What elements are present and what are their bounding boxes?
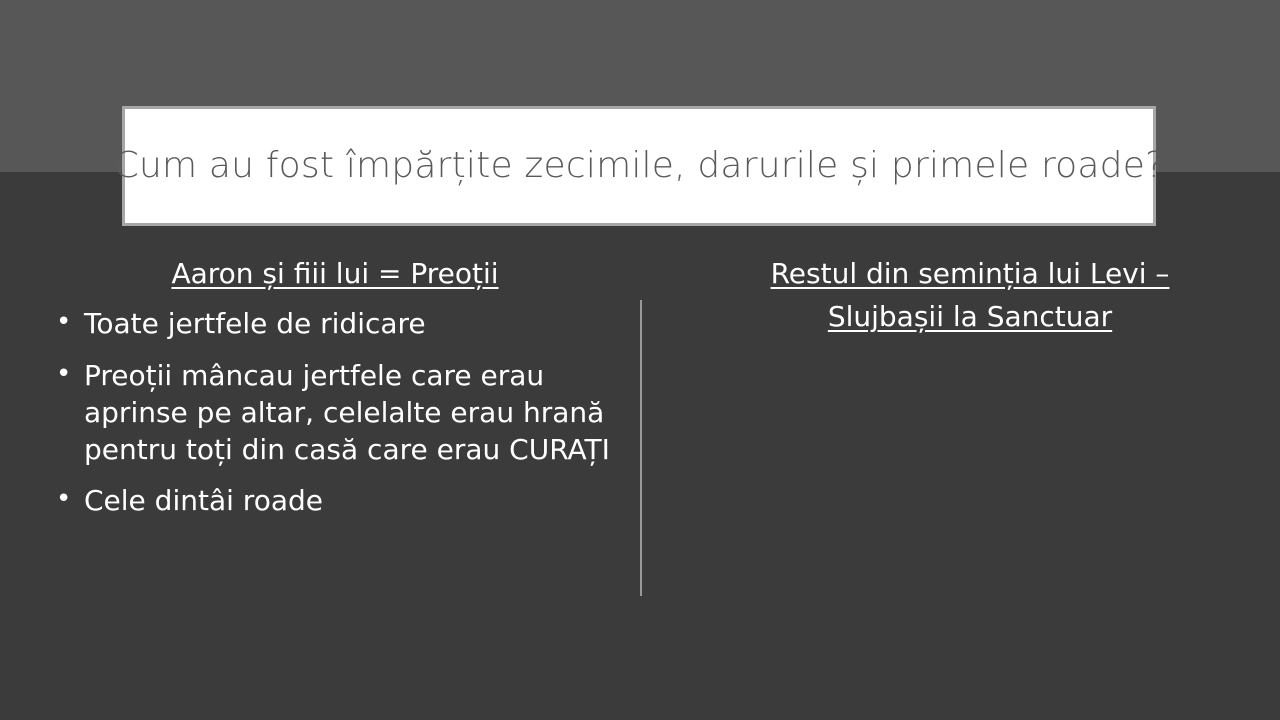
bullet-list-left	[40, 305, 630, 519]
slide-title: Cum au fost împărțite zecimile, darurile și primele roade?	[113, 145, 1165, 187]
column-heading-left: Aaron și fiii lui = Preoții	[171, 257, 499, 290]
slide-title-box	[113, 106, 1165, 226]
column-heading-right: Restul din seminția lui Levi – Slujbașii la Sanctuar	[770, 257, 1170, 334]
list-item: • Toate jertfele de ridicare	[40, 305, 630, 342]
list-item: • Preoții mâncau jertfele care erau aprinse pe altar, celelalte erau hrană pentru toți din casă care erau CURAȚI	[40, 357, 630, 469]
content-column-left	[40, 252, 630, 534]
content-column-right	[690, 252, 1250, 349]
column-divider	[640, 300, 642, 596]
list-item: • Cele dintâi roade	[40, 482, 630, 519]
